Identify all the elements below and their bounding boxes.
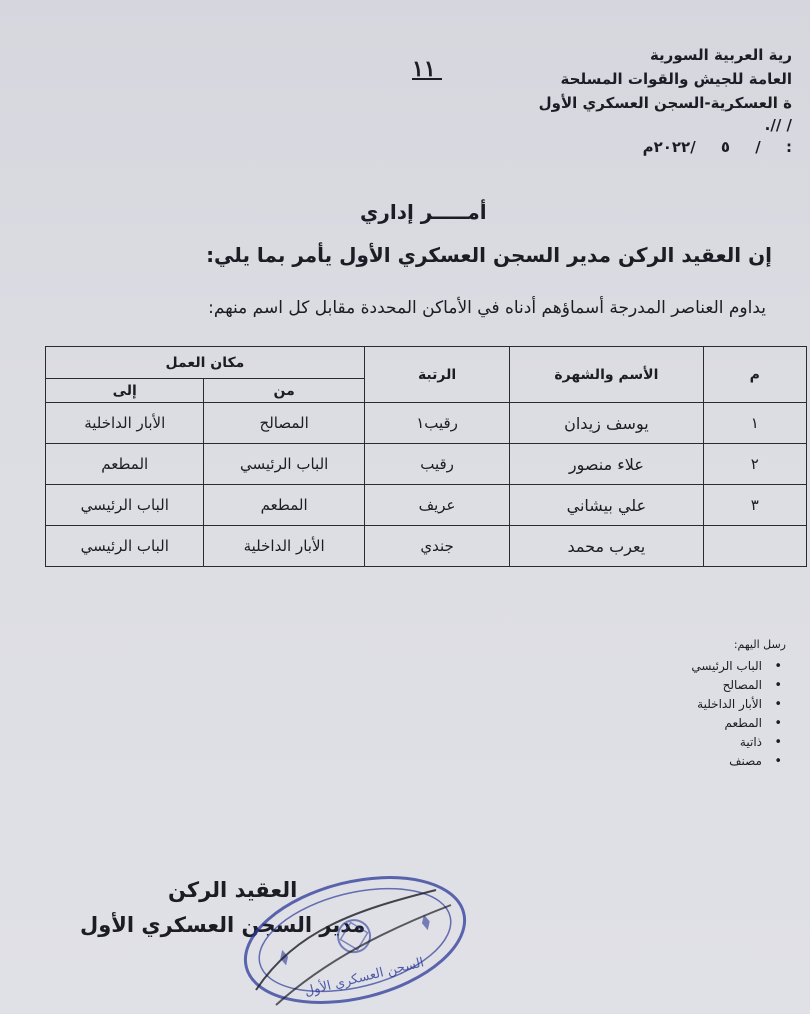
cell-to: الباب الرئيسي	[46, 526, 204, 567]
cell-rank: جندي	[364, 526, 509, 567]
cell-rank: رقيب	[364, 444, 509, 485]
table-row	[46, 403, 807, 444]
assignment-table	[45, 346, 807, 567]
recipients-list	[691, 657, 782, 771]
cell-rank: رقيب١	[364, 403, 509, 444]
header-name: الأسم والشهرة	[510, 347, 703, 403]
header-from: من	[204, 379, 364, 403]
header-date: : / ٥ /٢٠٢٢م	[642, 138, 792, 156]
list-item: • ذاتية	[691, 733, 782, 752]
cell-name: علاء منصور	[510, 444, 703, 485]
table-row	[46, 526, 807, 567]
recipients-title: رسل اليهم:	[733, 638, 786, 651]
list-item: • الأبار الداخلية	[691, 695, 782, 714]
cell-from: المطعم	[204, 485, 364, 526]
cell-name: يوسف زيدان	[510, 403, 703, 444]
header-to: إلى	[46, 379, 204, 403]
list-item: • المطعم	[691, 714, 782, 733]
table-header-row	[46, 347, 807, 379]
order-paragraph: يداوم العناصر المدرجة أسماؤهم أدناه في الأماكن المحددة مقابل كل اسم منهم:	[208, 298, 766, 318]
document-title: أمـــــر إداري	[360, 200, 487, 224]
header-workplace: مكان العمل	[46, 347, 365, 379]
signature-title: مدير السجن العسكري الأول	[80, 913, 366, 937]
list-item: • المصالح	[691, 676, 782, 695]
header-line-command: العامة للجيش والقوات المسلحة	[560, 70, 792, 88]
header-num: م	[703, 347, 806, 403]
header-line-country: رية العربية السورية	[649, 46, 792, 64]
header-rank: الرتبة	[364, 347, 509, 403]
table-row	[46, 485, 807, 526]
table-row	[46, 444, 807, 485]
cell-name: علي بيشاني	[510, 485, 703, 526]
signature-rank: العقيد الركن	[168, 878, 298, 902]
cell-from: الباب الرئيسي	[204, 444, 364, 485]
cell-from: المصالح	[204, 403, 364, 444]
cell-to: الأبار الداخلية	[46, 403, 204, 444]
cell-num: ١	[703, 403, 806, 444]
cell-to: الباب الرئيسي	[46, 485, 204, 526]
list-item: • مصنف	[691, 752, 782, 771]
cell-num: ٣	[703, 485, 806, 526]
cell-num	[703, 526, 806, 567]
cell-num: ٢	[703, 444, 806, 485]
cell-rank: عريف	[364, 485, 509, 526]
official-seal	[236, 870, 474, 1010]
cell-from: الأبار الداخلية	[204, 526, 364, 567]
list-item: • الباب الرئيسي	[691, 657, 782, 676]
header-reference: / //.	[764, 116, 792, 134]
handwritten-number: ١١	[412, 56, 436, 82]
order-intro: إن العقيد الركن مدير السجن العسكري الأول يأمر بما يلي:	[206, 243, 772, 267]
cell-to: المطعم	[46, 444, 204, 485]
seal-text: السجن العسكري الأول	[303, 955, 426, 1000]
header-line-unit: ة العسكرية-السجن العسكري الأول	[538, 94, 792, 112]
cell-name: يعرب محمد	[510, 526, 703, 567]
